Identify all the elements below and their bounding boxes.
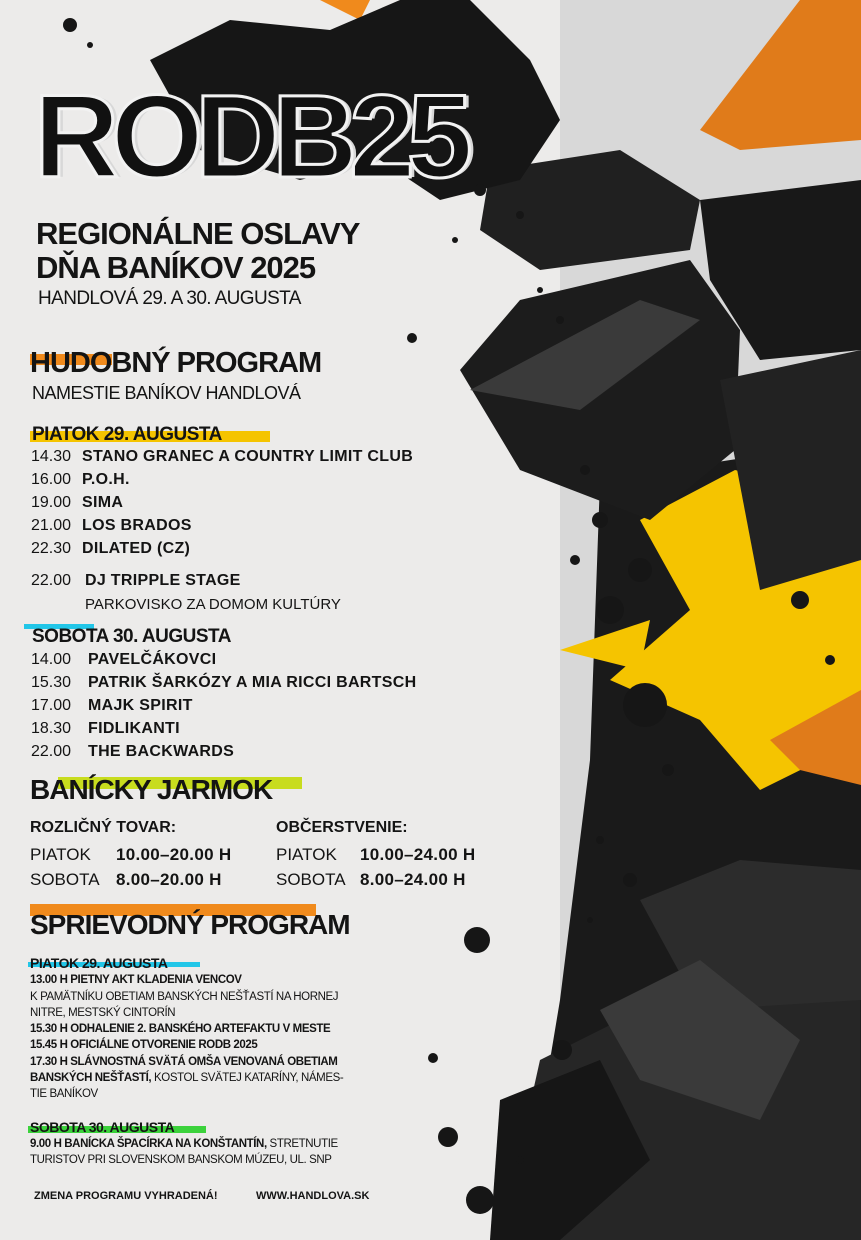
side-friday-line8: TIE BANÍKOV xyxy=(30,1088,98,1100)
market-food-friday xyxy=(276,845,475,865)
music-friday-performer: LOS BRADOS xyxy=(82,517,192,534)
music-saturday-row xyxy=(31,743,234,761)
logo-text: RODB25 xyxy=(34,71,465,203)
music-saturday-performer: THE BACKWARDS xyxy=(88,743,235,760)
market-food-saturday xyxy=(276,870,466,890)
music-saturday-time: 14.00 xyxy=(31,651,72,668)
side-friday-event-4-cont: BANSKÝCH NEŠŤASTÍ, xyxy=(30,1072,152,1084)
side-friday-place-4: KOSTOL SVÄTEJ KATARÍNY, NÁMES- xyxy=(151,1072,344,1084)
event-title-line1: REGIONÁLNE OSLAVY xyxy=(36,216,360,251)
side-saturday-line1 xyxy=(30,1138,338,1150)
music-saturday-time: 22.00 xyxy=(31,743,72,760)
side-friday-line7 xyxy=(30,1072,343,1084)
goods-hours: 8.00–20.00 H xyxy=(116,870,222,889)
music-friday-time: 21.00 xyxy=(31,517,72,534)
event-title-line2: DŇA BANÍKOV 2025 xyxy=(36,250,316,285)
event-date-line: HANDLOVÁ 29. A 30. AUGUSTA xyxy=(38,288,301,309)
music-friday-row xyxy=(31,540,190,558)
side-friday-line4 xyxy=(30,1023,330,1035)
music-saturday-time: 18.30 xyxy=(31,720,72,737)
music-saturday-row xyxy=(31,720,180,738)
music-friday-row xyxy=(31,494,123,512)
dj-name: DJ TRIPPLE STAGE xyxy=(85,572,241,589)
side-friday-label: PIATOK 29. AUGUSTA xyxy=(30,955,168,971)
music-program-title: HUDOBNÝ PROGRAM xyxy=(30,347,322,379)
market-food-label: OBČERSTVENIE: xyxy=(276,819,408,836)
side-friday-line1 xyxy=(30,974,242,986)
music-friday-time: 19.00 xyxy=(31,494,72,511)
dj-time: 22.00 xyxy=(31,572,72,589)
music-friday-performer: STANO GRANEC A COUNTRY LIMIT CLUB xyxy=(82,448,414,465)
music-saturday-performer: PAVELČÁKOVCI xyxy=(88,651,217,668)
food-hours: 10.00–24.00 H xyxy=(360,845,476,864)
music-friday-time: 14.30 xyxy=(31,448,72,465)
music-friday-label: PIATOK 29. AUGUSTA xyxy=(32,424,222,445)
rodb25-logo xyxy=(34,71,465,203)
side-friday-line6 xyxy=(30,1056,337,1068)
side-friday-line3: NITRE, MESTSKÝ CINTORÍN xyxy=(30,1007,176,1019)
music-friday-time: 22.30 xyxy=(31,540,72,557)
music-friday-row xyxy=(31,448,413,466)
music-saturday-label: SOBOTA 30. AUGUSTA xyxy=(32,626,231,647)
market-goods-friday xyxy=(30,845,231,865)
goods-day: SOBOTA xyxy=(30,870,100,889)
goods-hours: 10.00–20.00 H xyxy=(116,845,232,864)
market-goods-saturday xyxy=(30,870,222,890)
music-saturday-performer: MAJK SPIRIT xyxy=(88,697,193,714)
dj-stage-place: PARKOVISKO ZA DOMOM KULTÚRY xyxy=(85,596,341,613)
music-friday-row xyxy=(31,517,192,535)
side-friday-event-4: 17.30 H SLÁVNOSTNÁ SVÄTÁ OMŠA VENOVANÁ OBETIAM xyxy=(30,1056,338,1068)
side-saturday-label: SOBOTA 30. AUGUSTA xyxy=(30,1119,175,1135)
music-saturday-time: 15.30 xyxy=(31,674,72,691)
music-friday-performer: P.O.H. xyxy=(82,471,130,488)
music-program-venue: NAMESTIE BANÍKOV HANDLOVÁ xyxy=(32,383,301,403)
footer-url[interactable]: WWW.HANDLOVA.SK xyxy=(256,1190,370,1202)
music-saturday-performer: FIDLIKANTI xyxy=(88,720,180,737)
side-friday-line2: K PAMÄTNÍKU OBETIAM BANSKÝCH NEŠŤASTÍ NA HORNEJ xyxy=(30,991,339,1003)
footer-note: ZMENA PROGRAMU VYHRADENÁ! xyxy=(34,1190,218,1202)
side-friday-line5 xyxy=(30,1039,257,1051)
side-program-title: SPRIEVODNÝ PROGRAM xyxy=(30,909,350,940)
music-saturday-row xyxy=(31,674,416,692)
market-goods-label: ROZLIČNÝ TOVAR: xyxy=(30,819,177,836)
dj-stage-row xyxy=(31,572,241,590)
side-saturday-line2: TURISTOV PRI SLOVENSKOM BANSKOM MÚZEU, UL. SNP xyxy=(30,1154,332,1166)
music-saturday-row xyxy=(31,697,193,715)
music-saturday-performer: PATRIK ŠARKÓZY A MIA RICCI BARTSCH xyxy=(88,674,417,691)
music-saturday-time: 17.00 xyxy=(31,697,72,714)
music-saturday-row xyxy=(31,651,216,669)
music-friday-time: 16.00 xyxy=(31,471,72,488)
music-friday-performer: DILATED (CZ) xyxy=(82,540,191,557)
food-hours: 8.00–24.00 H xyxy=(360,870,466,889)
goods-day: PIATOK xyxy=(30,845,91,864)
side-friday-event-2: 15.30 H ODHALENIE 2. BANSKÉHO ARTEFAKTU V MESTE xyxy=(30,1023,331,1035)
side-friday-event-3: 15.45 H OFICIÁLNE OTVORENIE RODB 2025 xyxy=(30,1039,258,1051)
food-day: SOBOTA xyxy=(276,870,346,889)
side-saturday-event-1-cont: STRETNUTIE xyxy=(266,1138,338,1150)
side-saturday-event-1: 9.00 H BANÍCKA ŠPACÍRKA NA KONŠTANTÍN, xyxy=(30,1138,267,1150)
market-title: BANÍCKY JARMOK xyxy=(30,774,273,805)
food-day: PIATOK xyxy=(276,845,337,864)
music-friday-performer: SIMA xyxy=(82,494,124,511)
side-friday-event-1: 13.00 H PIETNY AKT KLADENIA VENCOV xyxy=(30,974,242,986)
music-friday-row xyxy=(31,471,130,489)
